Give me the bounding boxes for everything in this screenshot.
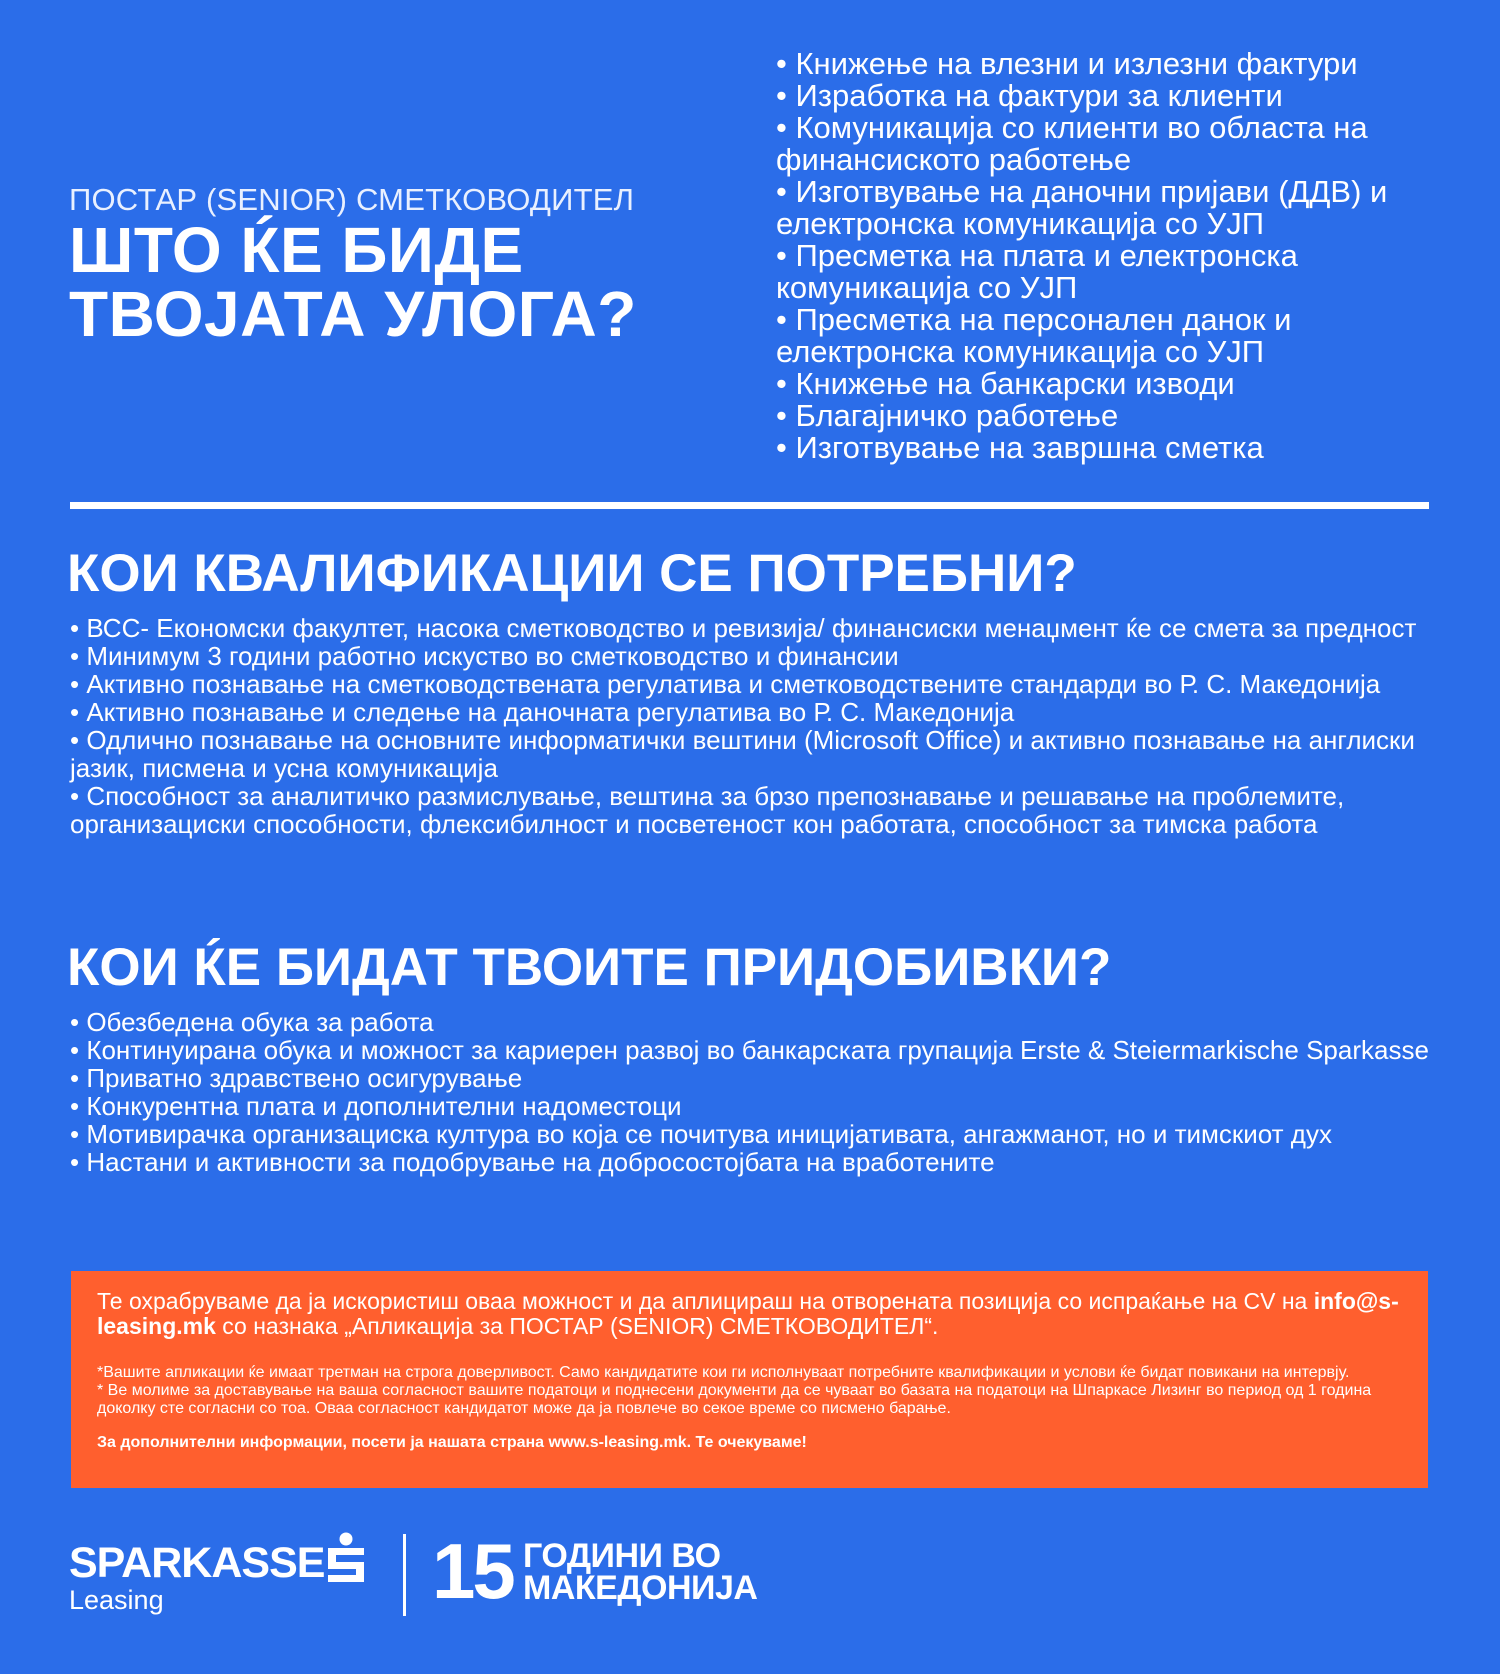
benefits-heading: КОИ ЌЕ БИДАТ ТВОИТЕ ПРИДОБИВКИ? [67,938,1112,997]
anniversary-number: 15 [432,1527,513,1615]
role-heading [69,214,637,350]
duty-item: • Книжење на влезни и излезни фактури [776,46,1358,81]
qualifications-list [70,614,1470,838]
application-text-after: со назнака „Апликација за ПОСТАР (SENIOR) СМЕТКОВОДИТЕЛ“. [215,1313,939,1339]
application-text-before: Те охрабруваме да ја искористиш оваа можност и да аплицираш на отворената позиција со испраќање на CV на [97,1288,1314,1314]
benefit-item: • Обезбедена обука за работа [70,1007,434,1037]
benefit-item: • Приватно здравствено осигурување [70,1063,523,1093]
qualification-item: • Минимум 3 години работно искуство во сметководство и финансии [70,641,899,671]
qualification-item: • Способност за аналитичко размислување, вештина за брзо препознавање и решавање на проблемите, организациски способности, флексибилност и посветеност кон работата, способност за тимска работа [70,781,1345,839]
duty-item: • Изработка на фактури за клиенти [776,78,1283,113]
logo-separator [403,1534,406,1616]
benefit-item: • Континуирана обука и можност за кариерен развој во банкарската групација Erste & Steiermarkische Sparkasse [70,1035,1429,1065]
qualification-item: • Активно познавање и следење на даночната регулатива во Р. С. Македонија [70,697,1015,727]
application-instructions [97,1289,1402,1339]
duty-item: • Книжење на банкарски изводи [776,366,1235,401]
qualification-item: • Активно познавање на сметководствената регулатива и сметководствените стандарди во Р. С. Македонија [70,669,1381,699]
application-email-link[interactable]: info@s-leasing.mk [97,1288,1399,1339]
anniversary-line-2: МАКЕДОНИЈА [523,1569,758,1607]
confidentiality-note: *Вашите апликации ќе имаат третман на строга доверливост. Само кандидатите кои ги исполнуваат потребните квалификации и услови ќе бидат повикани на интервју. [97,1364,1350,1381]
benefit-item: • Мотивирачка организациска култура во која се почитува иницијативата, ангажманот, но и тимскиот дух [70,1119,1332,1149]
duty-item: • Изготвување на даночни пријави (ДДВ) и електронска комуникација со УЈП [776,174,1388,241]
sparkasse-s-icon [322,1532,370,1588]
brand-subtitle: Leasing [69,1585,164,1615]
section-divider [70,502,1429,509]
role-heading-line-1: ШТО ЌЕ БИДЕ [69,214,524,286]
job-title: ПОСТАР (SENIOR) СМЕТКОВОДИТЕЛ [69,182,635,217]
qualification-item: • Одлично познавање на основните информатички вештини (Microsoft Office) и активно познавање на англиски јазик, писмена и усна комуникација [70,725,1415,783]
website-note: За дополнителни информации, посети ја нашата страна www.s-leasing.mk. Те очекуваме! [97,1434,807,1451]
data-consent-note: * Ве молиме за доставување на ваша согласност вашите податоци и поднесени документи да се чуваат во базата на податоци на Шпаркасе Лизинг во период од 1 година доколку сте согласни со тоа. Оваа согласност кандидатот може да ја повлече во секое време со писмено барање. [97,1382,1372,1417]
benefit-item: • Настани и активности за подобрување на добросостојбата на вработените [70,1147,995,1177]
duty-item: • Пресметка на персонален данок и електронска комуникација со УЈП [776,302,1292,369]
role-heading-line-2: ТВОЈАТА УЛОГА? [69,278,637,350]
duty-item: • Благајничко работење [776,398,1119,433]
benefits-list [70,1008,1470,1176]
duty-item: • Изготвување на завршна сметка [776,430,1264,465]
duty-item: • Пресметка на плата и електронска комуникација со УЈП [776,238,1298,305]
application-info-box [71,1271,1428,1488]
anniversary-text [523,1537,758,1607]
qualification-item: • ВСС- Економски факултет, насока сметководство и ревизија/ финансиски менаџмент ќе се смета за предност [70,613,1417,643]
qualifications-heading: КОИ КВАЛИФИКАЦИИ СЕ ПОТРЕБНИ? [67,544,1077,603]
benefit-item: • Конкурентна плата и дополнителни надоместоци [70,1091,682,1121]
brand-name: SPARKASSE [69,1539,325,1587]
duties-list [776,48,1476,464]
duty-item: • Комуникација со клиенти во областа на финансиското работење [776,110,1368,177]
anniversary-line-1: ГОДИНИ ВО [523,1537,721,1575]
application-notes [97,1364,1402,1418]
